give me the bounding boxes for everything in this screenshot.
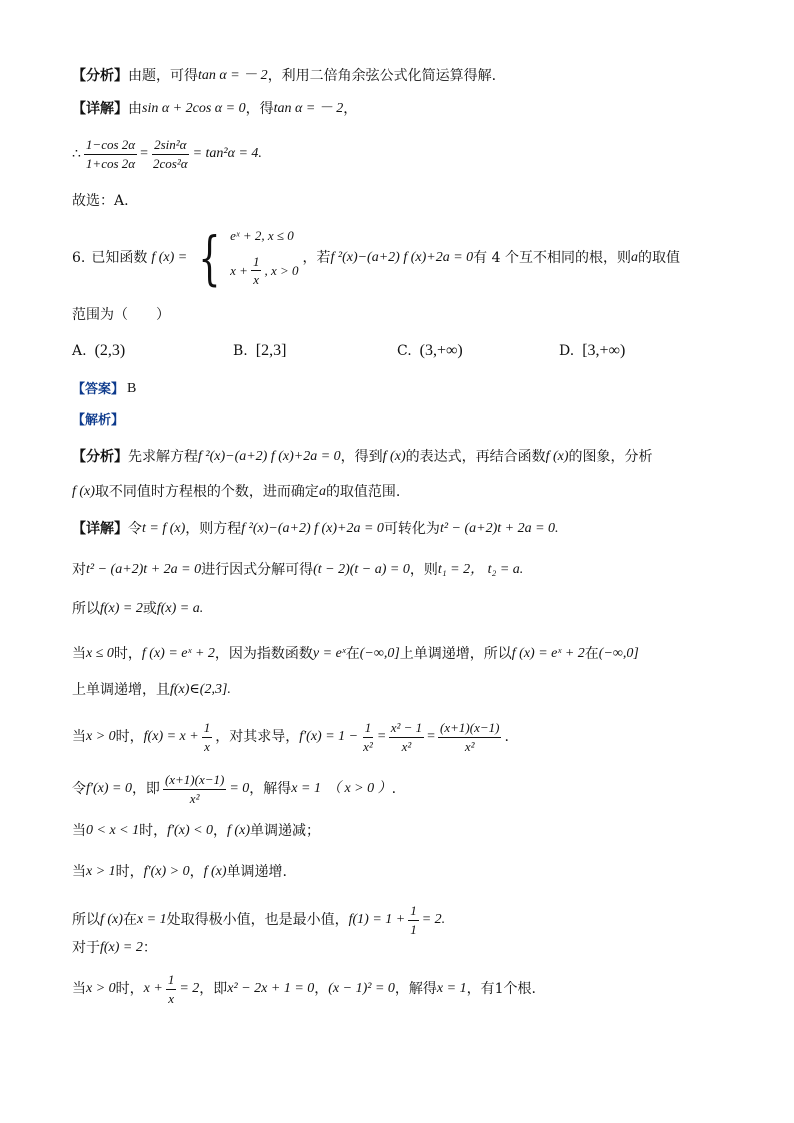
sol-analysis-line-2: f (x) 取不同值时方程根的个数，进而确定 a 的取值范围. [72, 484, 401, 500]
answer-tag: 【答案】 [72, 381, 125, 397]
math: = tan²α = 4. [192, 145, 262, 161]
sol-increasing-line: 当 x > 1 时， f′(x) > 0 ， f (x) 单调递增. [72, 864, 287, 880]
sol-analysis-line-1: 【分析】 先求解方程 f ²(x)−(a+2) f (x)+2a = 0 ，得到 f (x) 的表达式，再结合函数 f (x) 的图象，分析 [72, 449, 653, 465]
sol-critical-line: 令 f′(x) = 0 ，即 $\frac{(x+1)(x-1)}{\text{x²}}$ = 0 ，解得 x = 1 （ x > 0 ） . [72, 772, 397, 806]
sol-so-line: 所以 f(x) = 2 或 f(x) = a. [72, 601, 204, 617]
sol-case-gt0-line: 当 x > 0 时， f(x) = x + $\frac{1}{x}$ ，对其求导， f′(x) = 1 − $\frac{1}{\text{x²}}$ = $\frac{\text{x² − 1}}{\text{x²}}$ = $\frac{(x+1)(x-1)}{\text{x²}}$ . [72, 720, 509, 754]
sol-last-line: 当 x > 0 时， x + $\frac{1}{x}$ = 2 ，即 x² − 2x + 1 = 0 ， (x − 1)² = 0 ，解得 x = 1 ，有1个根. [72, 972, 536, 1006]
case-2: x + $\frac{1}{x}$ , x > 0 [230, 253, 299, 288]
sol-detail-line-1: 【详解】 令 t = f (x) ，则方程 f ²(x)−(a+2) f (x)+2a = 0 可转化为 t² − (a+2)t + 2a = 0. [72, 521, 559, 537]
piecewise-function [191, 224, 299, 292]
fraction: $\frac{\text{2sin²α}}{\text{2cos²α}}$ [153, 137, 188, 171]
option-a: A. (2,3) [72, 342, 126, 359]
text: ，得 [245, 101, 274, 117]
q5-detail-line [72, 101, 734, 118]
text: 由题，可得 [128, 68, 198, 84]
sol-decreasing-line: 当 0 < x < 1 时， f′(x) < 0 ， f (x) 单调递减； [72, 823, 320, 839]
q6-stem-line-2: 范围为（ ） [72, 307, 170, 323]
q6-options [72, 342, 732, 364]
math: sin α + 2cos α = 0 [142, 101, 246, 116]
option-d: D. [3,+∞) [559, 342, 626, 359]
text: 由 [128, 101, 142, 117]
option-c: C. (3,+∞) [397, 342, 463, 359]
explain-line [72, 413, 734, 429]
text: ，利用二倍角余弦公式化简运算得解. [267, 68, 497, 84]
sol-for-line: 对于 f(x) = 2 ： [72, 940, 157, 956]
math: tan α = － 2 [273, 101, 344, 116]
q6-stem-line: 6. 已知函数 f (x) = { eˣ + 2, x ≤ 0 x + $\frac{1}{x}$ , x > 0 ，若 f ²(x)−(a+2) f (x)+2a = 0 有 4 个互不相同的根，则 a 的取值 [72, 224, 680, 292]
sol-factor-line: 对 t² − (a+2)t + 2a = 0 进行因式分解可得 (t − 2)(t − a) = 0 ，则 t₁ = 2， t₂ = a. [72, 562, 524, 578]
sol-case-le0-line-2: 上单调递增，且 f(x)∈(2,3]. [72, 682, 231, 698]
q5-choice: 故选：A. [72, 193, 129, 209]
q5-fraction-line: ∴ $\frac{1-\cos 2\alpha}{1+\cos 2\alpha}$ = $\frac{\text{2sin²α}}{\text{2cos²α}}$ = tan²α = 4. [72, 137, 262, 171]
answer-line [72, 381, 734, 398]
fraction: $\frac{1-\cos 2\alpha}{1+\cos 2\alpha}$ [85, 137, 136, 171]
case-1: eˣ + 2, x ≤ 0 [230, 228, 294, 244]
brace-icon: { [198, 224, 221, 292]
text: ， [343, 101, 358, 117]
question-number: 6. [72, 249, 86, 266]
therefore-symbol: ∴ [72, 145, 81, 162]
sol-case-le0-line-1: 当 x ≤ 0 时， f (x) = eˣ + 2 ，因为指数函数 y = eˣ 在 (−∞,0] 上单调递增，所以 f (x) = eˣ + 2 在 (−∞,0] [72, 646, 639, 662]
sol-min-line: 所以 f (x) 在 x = 1 处取得极小值，也是最小值， f(1) = 1 + $\frac{1}{1}$ = 2. [72, 903, 446, 937]
math: tan α = － 2 [198, 68, 268, 83]
q5-analysis-line [72, 68, 734, 85]
detail-tag: 【详解】 [72, 101, 128, 117]
explain-tag: 【解析】 [72, 413, 125, 428]
option-b: B. [2,3] [233, 342, 287, 359]
analysis-tag: 【分析】 [72, 68, 128, 84]
answer-value: B [127, 381, 137, 396]
